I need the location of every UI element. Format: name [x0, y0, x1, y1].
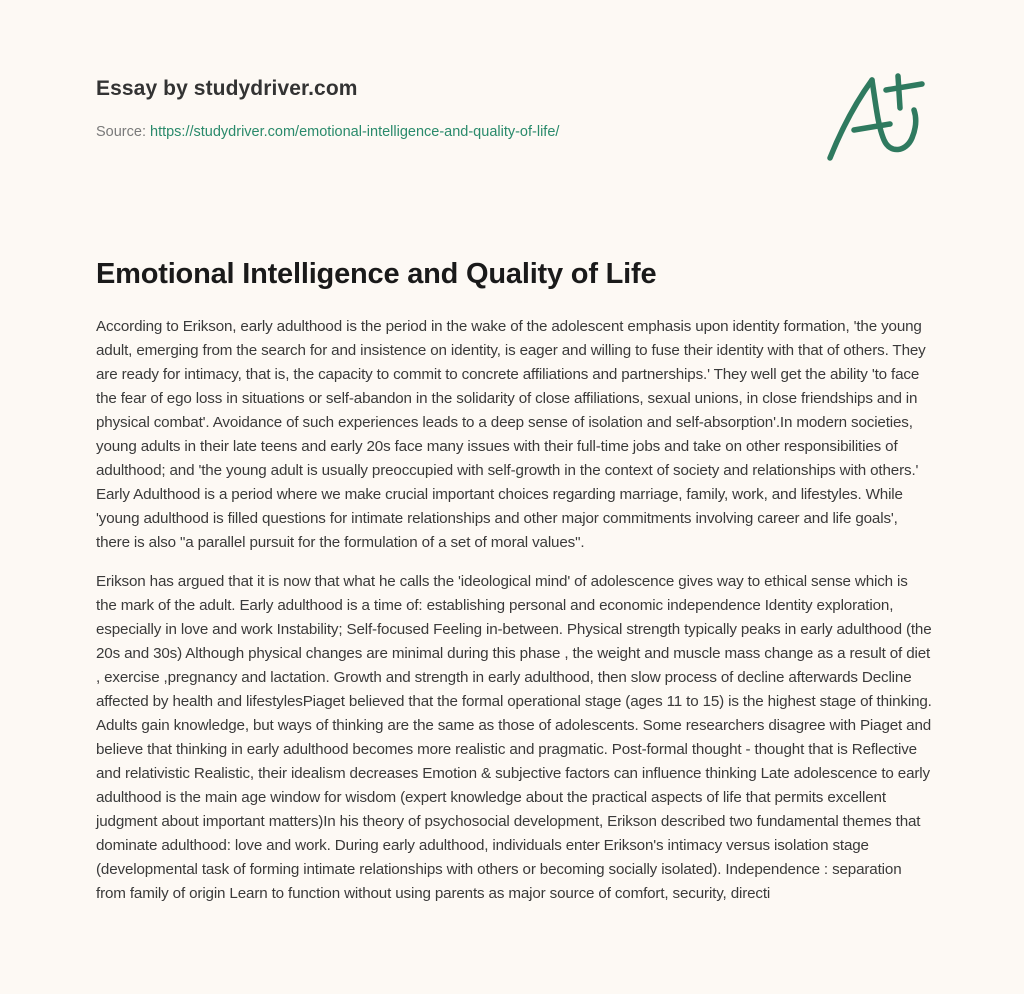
source-label: Source:: [96, 124, 150, 140]
article-paragraph: According to Erikson, early adulthood is the period in the wake of the adolescent emphasis upon identity formation, 'the young adult, emerging from the search for and insistence on identity, is eager and willing to fuse their identity with that of others. They are ready for intimacy, that is, the capacity to commit to concrete affiliations and partnerships.' They well get the ability 'to face the fear of ego loss in situations or self-abandon in the solidarity of close affiliations, sexual unions, in close friendships and in physical combat'. Avoidance of such experiences leads to a deep sense of isolation and self-absorption'.In modern societies, young adults in their late teens and early 20s face many issues with their full-time jobs and take on other responsibilities of adulthood; and 'the young adult is usually preoccupied with self-growth in the context of society and relationships with others.' Early Adulthood is a period where we make crucial important choices regarding marriage, family, work, and lifestyles. While 'young adulthood is filled questions for intimate relationships and other major commitments involving career and life goals', there is also "a parallel pursuit for the formulation of a set of moral values".: [96, 318, 926, 551]
page-header: [96, 74, 796, 142]
source-link[interactable]: https://studydriver.com/emotional-intelligence-and-quality-of-life/: [150, 124, 560, 140]
article-body: [96, 315, 932, 921]
site-brand: Essay by studydriver.com: [96, 77, 358, 100]
source-line: [96, 122, 796, 142]
article-paragraph: Erikson has argued that it is now that what he calls the 'ideological mind' of adolescence gives way to ethical sense which is the mark of the adult. Early adulthood is a time of: establishing personal and economic independence Identity exploration, especially in love and work Instability; Self-focused Feeling in-between. Physical strength typically peaks in early adulthood (the 20s and 30s) Although physical changes are minimal during this phase , the weight and muscle mass change as a result of diet , exercise ,pregnancy and lactation. Growth and strength in early adulthood, then slow process of decline afterwards Decline affected by health and lifestylesPiaget believed that the formal operational stage (ages 11 to 15) is the highest stage of thinking. Adults gain knowledge, but ways of thinking are the same as those of adolescents. Some researchers disagree with Piaget and believe that thinking in early adulthood becomes more realistic and pragmatic. Post-formal thought - thought that is Reflective and relativistic Realistic, their idealism decreases Emotion & subjective factors can influence thinking Late adolescence to early adulthood is the main age window for wisdom (expert knowledge about the practical aspects of life that permits excellent judgment about important matters)In his theory of psychosocial development, Erikson described two fundamental themes that dominate adulthood: love and work. During early adulthood, individuals enter Erikson's intimacy versus isolation stage (developmental task of forming intimate relationships with others or becoming socially isolated). Independence : separation from family of origin Learn to function without using parents as major source of comfort, security, directi: [96, 573, 932, 902]
a-plus-grade-icon: [820, 66, 930, 166]
article-title: Emotional Intelligence and Quality of Life: [96, 258, 657, 290]
